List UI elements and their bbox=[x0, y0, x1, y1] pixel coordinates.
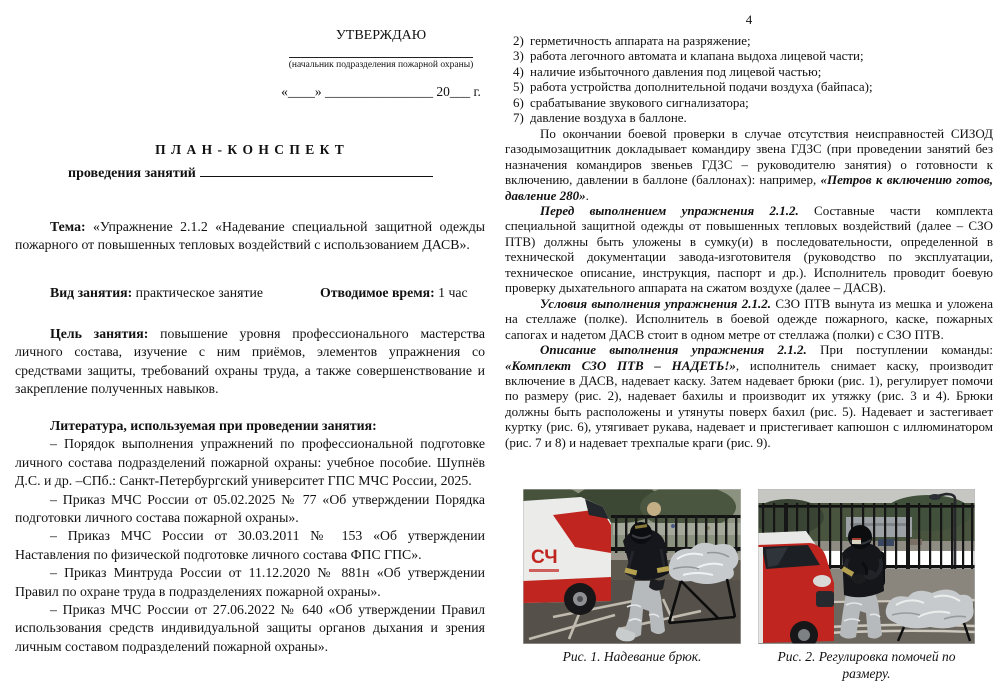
check-item-text: срабатывание звукового сигнализатора; bbox=[530, 94, 749, 110]
figure-2-photo bbox=[758, 489, 975, 644]
topic-text: «Упражнение 2.1.2 «Надевание специальной защитной одежды пожарного от повышенных тепловых воздействий с использованием ДАСВ». bbox=[15, 219, 485, 253]
check-list-item bbox=[505, 79, 993, 94]
literature-section bbox=[15, 417, 485, 656]
description-command: «Комплект СЗО ПТВ – НАДЕТЬ!» bbox=[505, 357, 736, 373]
goal-text: повышение уровня профессионального мастерства личного состава, изучение с ним приёмов, элементов упражнения со средствами защиты, требований охраны труда, а также совершенствование и закрепление полученных навыков. bbox=[15, 326, 486, 397]
signature-line bbox=[289, 57, 473, 58]
van-grille bbox=[816, 591, 834, 607]
check-list-item bbox=[505, 64, 993, 79]
lesson-type-label: Вид занятия: bbox=[50, 285, 133, 300]
figure-1-photo bbox=[523, 489, 741, 644]
description-lead: Описание выполнения упражнения 2.1.2. bbox=[540, 342, 807, 358]
helmet-badge-stripe bbox=[852, 538, 861, 540]
subtitle-underline bbox=[200, 163, 433, 177]
paragraph-conditions bbox=[505, 296, 993, 342]
document-subtitle-label: проведения занятий bbox=[68, 166, 196, 181]
page-number: 4 bbox=[745, 12, 753, 27]
description-text: , исполнитель снимает каску, производит включение в ДАСВ, надевает каску. Затем надевает брюки (рис. 1), регулирует помочи по размеру (рис. 2), надевает бахилы и производит их утяжку (рис. 3 и 4). Брюки должны быть расположены и утянуты поверх бахил (рис. 5). Надевает и застегивает куртку (рис. 6), утягивает рукава, надевает и пристегивает капюшон с иллюминатором (рис. 7 и 8) и надевает трехпалые краги (рис. 9). bbox=[505, 357, 994, 450]
check-item-number: 6) bbox=[513, 94, 524, 110]
literature-item: – Приказ Минтруда России от 11.12.2020 № 881н «Об утверждении Правил по охране труда в подразделениях пожарной охраны». bbox=[15, 565, 485, 599]
check-item-number: 3) bbox=[513, 48, 524, 64]
report-tail: . bbox=[585, 187, 589, 203]
topic-paragraph bbox=[15, 218, 485, 255]
approval-title: УТВЕРЖДАЮ bbox=[335, 28, 427, 43]
literature-item: – Приказ МЧС России от 30.03.2011 № 153 «Об утверждении Наставления по физической подготовке личного состава ФПС ГПС». bbox=[15, 528, 485, 562]
literature-item: – Приказ МЧС России от 27.06.2022 № 640 «Об утверждении Правил использования средств индивидуальной защиты органов дыхания и зрения личным составом подразделений пожарной охраны». bbox=[15, 602, 485, 654]
figure-1-caption: Рис. 1. Надевание брюк. bbox=[562, 649, 702, 664]
van-door-edge bbox=[758, 547, 763, 643]
glove bbox=[852, 574, 866, 584]
van-wheel-hub bbox=[798, 629, 810, 641]
left-page bbox=[15, 0, 485, 692]
lesson-time-value: 1 час bbox=[434, 285, 468, 300]
conditions-lead: Условия выполнения упражнения 2.1.2. bbox=[540, 295, 772, 311]
before-exercise-lead: Перед выполнением упражнения 2.1.2. bbox=[540, 202, 799, 218]
paragraph-description bbox=[505, 342, 993, 450]
check-item-text: работа устройства дополнительной подачи воздуха (байпаса); bbox=[530, 79, 873, 95]
check-item-number: 5) bbox=[513, 79, 524, 95]
topic-label: Тема: bbox=[50, 219, 86, 234]
literature-item: – Приказ МЧС России от 05.02.2025 № 77 «Об утверждении Порядка подготовки личного состава пожарной охраны». bbox=[15, 491, 485, 526]
description-mid: При поступлении команды: bbox=[806, 342, 993, 358]
document-subtitle bbox=[68, 163, 433, 182]
check-list-item bbox=[505, 110, 993, 125]
literature-item: – Порядок выполнения упражнений по профессиональной подготовке личного состава подразделений пожарной охраны: учебное пособие. Шупнёв Д.С. и др. –СПб.: Санкт-Петербургский университет ГПС МЧС России, 2025. bbox=[15, 436, 485, 489]
report-example-emphasis: «Петров к включению готов, давление 280» bbox=[505, 172, 993, 203]
goal-label: Цель занятия: bbox=[50, 326, 149, 341]
check-item-text: герметичность аппарата на разряжение; bbox=[530, 33, 751, 48]
check-item-number: 4) bbox=[513, 63, 524, 79]
literature-heading: Литература, используемая при проведении занятия: bbox=[50, 418, 377, 433]
helmet bbox=[848, 525, 872, 549]
lesson-type bbox=[50, 285, 263, 300]
lesson-time-label: Отводимое время: bbox=[320, 285, 435, 300]
person-behind bbox=[647, 502, 661, 516]
goal-paragraph bbox=[15, 325, 485, 399]
van-wheel-center bbox=[577, 596, 583, 602]
right-page-text bbox=[505, 33, 993, 450]
lesson-type-value: практическое занятие bbox=[132, 285, 264, 300]
check-item-text: наличие избыточного давления под лицевой частью; bbox=[530, 63, 822, 79]
date-line: «____» ________________ 20___ г. bbox=[281, 84, 481, 99]
fire-van bbox=[523, 497, 611, 615]
figure-2 bbox=[758, 489, 975, 682]
paragraph-before-exercise bbox=[505, 203, 993, 296]
van-small-text-blur bbox=[529, 569, 559, 572]
van-side-text: СЧ bbox=[531, 547, 558, 568]
van-headlight bbox=[813, 575, 831, 587]
lesson-type-row bbox=[15, 284, 485, 302]
right-page bbox=[505, 0, 993, 692]
conditions-text: СЗО ПТВ вынута из мешка и уложена на стеллаже (полке). Исполнитель в боевой одежде пожарного, каске, пожарных сапогах и надетом ДАСВ стоит в одном метре от стеллажа (полки) с СЗО ПТВ. bbox=[505, 295, 993, 342]
signature-caption: (начальник подразделения пожарной охраны) bbox=[288, 60, 474, 70]
lesson-time bbox=[320, 284, 468, 302]
check-list-item bbox=[505, 48, 993, 63]
before-exercise-text: Составные части комплекта специальной защитной одежды от повышенных тепловых воздействий (далее – СЗО ПТВ) должны быть уложены в сумку(и) в последовательности, определенной в технической документации завода-изготовителя (руководство по эксплуатации, техническое описание, инструкция, паспорт и др.). Исполнитель проводит боевую проверку дыхательного аппарата на сжатом воздухе (далее – ДАСВ). bbox=[505, 202, 993, 296]
check-item-text: давление воздуха в баллоне. bbox=[530, 110, 687, 126]
check-item-text: работа легочного автомата и клапана выдоха лицевой части; bbox=[530, 48, 864, 64]
check-item-number: 7) bbox=[513, 110, 524, 126]
report-text: По окончании боевой проверки в случае отсутствия неисправностей СИЗОД газодымозащитник докладывает командиру звена ГДЗС (при проведении занятий без назначения командиров звеньев ГДЗС – руководителю занятия) о готовности к включению, давлении в баллоне (баллонах): например, bbox=[505, 125, 993, 188]
check-item-number: 2) bbox=[513, 33, 524, 48]
approval-block bbox=[275, 28, 487, 100]
figure-1 bbox=[523, 489, 741, 666]
paragraph-readiness-report bbox=[505, 126, 993, 203]
figure-2-caption: Рис. 2. Регулировка помочей по размеру. bbox=[777, 649, 956, 681]
park-detail bbox=[671, 524, 675, 528]
check-list-item bbox=[505, 95, 993, 110]
document-title: П Л А Н - К О Н С П Е К Т bbox=[155, 142, 345, 157]
check-list-item bbox=[505, 33, 993, 48]
